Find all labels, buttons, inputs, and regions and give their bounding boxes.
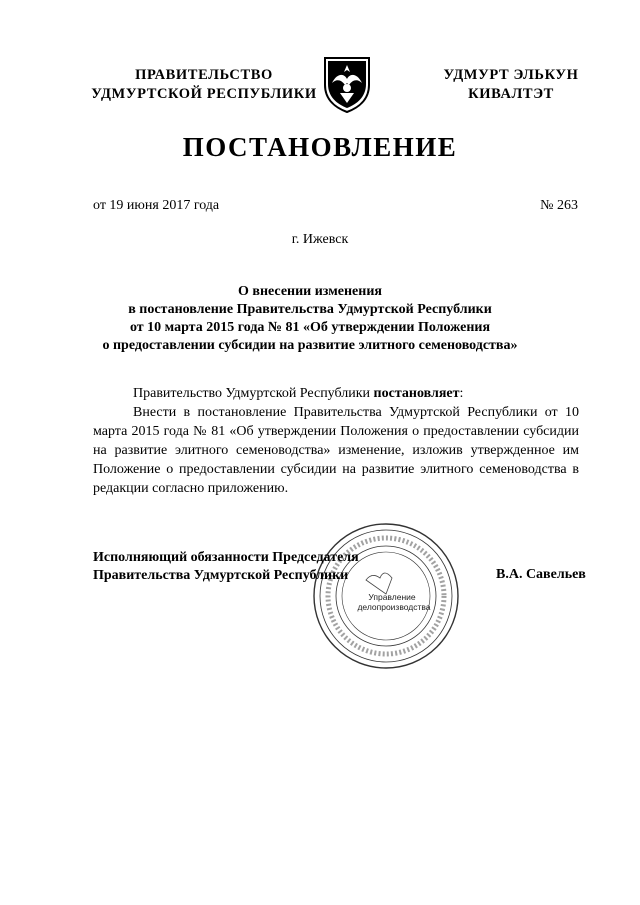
header-left-line1: ПРАВИТЕЛЬСТВО bbox=[135, 67, 273, 83]
body-paragraph: Внести в постановление Правительства Удмуртской Республики от 10 марта 2015 года № 81 «Об утверждении Положения о предоставлении субсидии на развитие элитного семеноводства» изменение, изложив утвержденное им Положение о предоставлении субсидии на развитие элитного семеноводства в редакции согласно приложению. bbox=[93, 405, 579, 496]
body-intro bbox=[93, 384, 579, 403]
subject-line2: в постановление Правительства Удмуртской Республики bbox=[128, 302, 492, 317]
document-subject bbox=[60, 283, 560, 355]
official-stamp bbox=[310, 520, 462, 672]
header-right-line2: КИВАЛТЭТ bbox=[468, 86, 554, 102]
document-date: от 19 июня 2017 года bbox=[93, 198, 220, 213]
intro-text: Правительство Удмуртской Республики bbox=[133, 386, 374, 401]
stamp-line1: Управление bbox=[368, 592, 416, 602]
header-right bbox=[415, 66, 607, 104]
stamp-line2: делопроизводства bbox=[357, 602, 431, 612]
signature-position-line1: Исполняющий обязанности Председателя bbox=[93, 550, 359, 565]
subject-line4: о предоставлении субсидии на развитие элитного семеноводства» bbox=[102, 338, 518, 353]
intro-colon: : bbox=[459, 386, 464, 401]
coat-of-arms-icon bbox=[322, 55, 372, 113]
document-number: № 263 bbox=[540, 198, 578, 213]
document-city: г. Ижевск bbox=[291, 232, 349, 247]
document-title: ПОСТАНОВЛЕНИЕ bbox=[182, 132, 458, 162]
intro-verb: постановляет bbox=[373, 386, 460, 401]
signature-position-line2: Правительства Удмуртской Республики bbox=[93, 568, 349, 583]
document-body bbox=[93, 384, 579, 498]
header-left-line2: УДМУРТСКОЙ РЕСПУБЛИКИ bbox=[91, 86, 317, 102]
header-left bbox=[72, 66, 336, 104]
header-right-line1: УДМУРТ ЭЛЬКУН bbox=[443, 67, 579, 83]
subject-line1: О внесении изменения bbox=[238, 284, 382, 299]
signature-name: В.А. Савельев bbox=[496, 567, 586, 582]
subject-line3: от 10 марта 2015 года № 81 «Об утверждении Положения bbox=[129, 320, 491, 335]
